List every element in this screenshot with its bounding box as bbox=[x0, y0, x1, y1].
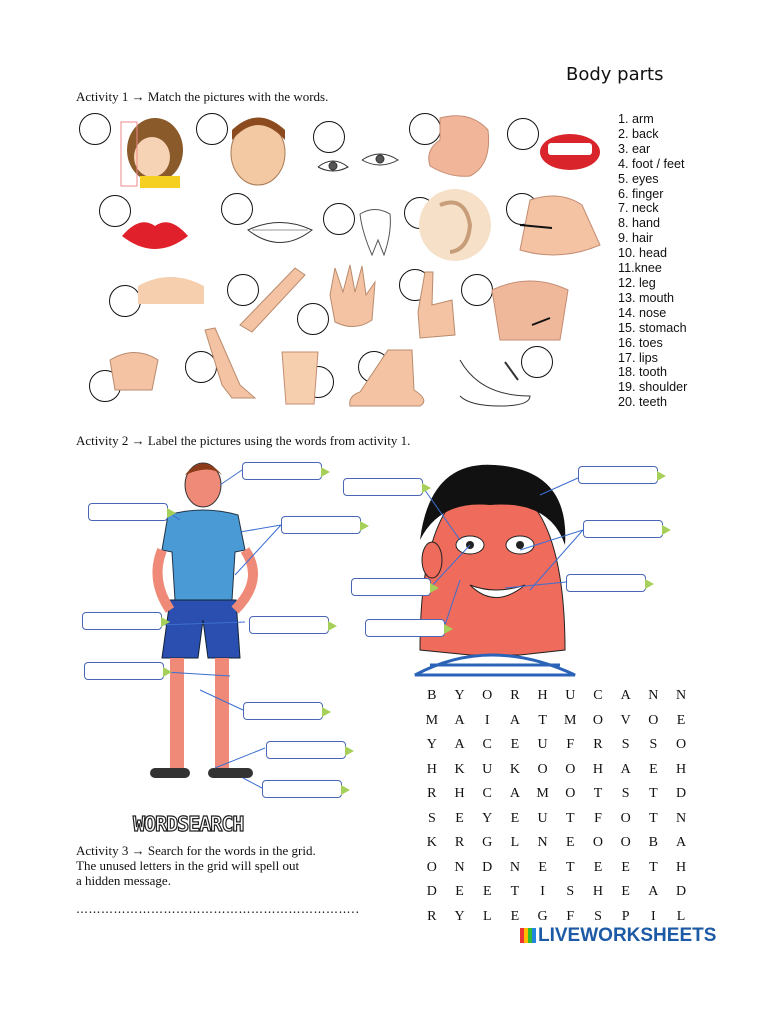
grid-letter[interactable]: U bbox=[537, 737, 548, 753]
label-input[interactable] bbox=[365, 619, 445, 637]
grid-letter[interactable]: M bbox=[564, 712, 577, 728]
word-item: 6. finger bbox=[618, 186, 664, 201]
grid-letter[interactable]: D bbox=[426, 884, 437, 900]
grid-letter[interactable]: K bbox=[454, 761, 465, 777]
knee-picture bbox=[282, 352, 318, 404]
grid-letter[interactable]: T bbox=[649, 786, 658, 802]
label-input[interactable] bbox=[578, 466, 658, 484]
grid-letter[interactable]: A bbox=[509, 786, 520, 802]
activity1-instruction: Activity 1 → Match the pictures with the words. bbox=[76, 89, 329, 104]
grid-letter[interactable]: N bbox=[648, 688, 659, 704]
grid-letter[interactable]: N bbox=[454, 859, 465, 875]
grid-letter[interactable]: L bbox=[676, 908, 686, 924]
grid-letter[interactable]: O bbox=[648, 712, 659, 728]
grid-letter[interactable]: S bbox=[621, 737, 630, 753]
grid-letter[interactable]: U bbox=[482, 761, 493, 777]
foot-picture bbox=[350, 350, 424, 406]
grid-row bbox=[418, 831, 695, 856]
label-input[interactable] bbox=[82, 612, 162, 630]
back-picture bbox=[110, 353, 158, 391]
grid-letter[interactable]: R bbox=[427, 786, 437, 802]
grid-letter[interactable]: S bbox=[621, 786, 630, 802]
grid-letter[interactable]: L bbox=[482, 908, 492, 924]
grid-letter[interactable]: A bbox=[454, 712, 465, 728]
word-item: 12. leg bbox=[618, 275, 656, 290]
grid-letter[interactable]: M bbox=[425, 712, 439, 728]
grid-letter[interactable]: O bbox=[592, 712, 604, 728]
label-input[interactable] bbox=[266, 741, 346, 759]
grid-letter[interactable]: M bbox=[536, 786, 549, 802]
shoulder-picture bbox=[138, 277, 204, 304]
grid-letter[interactable]: A bbox=[675, 835, 687, 851]
grid-letter[interactable]: R bbox=[427, 908, 437, 924]
boy-face-picture bbox=[415, 465, 575, 675]
activity3-line: a hidden message. bbox=[76, 873, 171, 888]
grid-letter[interactable]: Y bbox=[482, 810, 493, 826]
grid-letter[interactable]: O bbox=[537, 761, 548, 777]
grid-letter[interactable]: O bbox=[592, 835, 604, 851]
lips-picture bbox=[122, 222, 188, 249]
tooth-picture bbox=[360, 210, 390, 256]
label-input[interactable] bbox=[281, 516, 361, 534]
grid-letter[interactable]: H bbox=[426, 761, 437, 777]
grid-letter[interactable]: T bbox=[593, 786, 603, 802]
word-item: 5. eyes bbox=[618, 171, 659, 186]
grid-letter[interactable]: Y bbox=[454, 908, 465, 924]
grid-letter[interactable]: E bbox=[593, 859, 603, 875]
grid-row bbox=[418, 782, 695, 807]
grid-letter[interactable]: O bbox=[482, 688, 493, 704]
label-input[interactable] bbox=[343, 478, 423, 496]
grid-letter[interactable]: E bbox=[510, 908, 520, 924]
grid-letter[interactable]: A bbox=[620, 688, 631, 704]
grid-row bbox=[418, 758, 695, 783]
grid-letter[interactable]: S bbox=[649, 737, 658, 753]
activity3-line: The unused letters in the grid will spell out bbox=[76, 858, 300, 873]
grid-letter[interactable]: H bbox=[592, 884, 604, 900]
grid-letter[interactable]: U bbox=[537, 810, 548, 826]
grid-letter[interactable]: K bbox=[509, 761, 520, 777]
word-item: 18. tooth bbox=[618, 365, 668, 380]
word-item: 9. hair bbox=[618, 231, 654, 246]
grid-letter[interactable]: E bbox=[482, 884, 492, 900]
grid-letter[interactable]: K bbox=[426, 835, 437, 851]
word-item: 11.knee bbox=[618, 261, 662, 276]
grid-letter[interactable]: I bbox=[651, 908, 656, 924]
grid-letter[interactable]: A bbox=[509, 712, 520, 728]
label-input[interactable] bbox=[84, 662, 164, 680]
grid-letter[interactable]: E bbox=[621, 884, 630, 900]
ear-picture bbox=[419, 189, 491, 261]
activity2-instruction: Activity 2 → Label the pictures using the words from activity 1. bbox=[76, 433, 411, 448]
label-input[interactable] bbox=[262, 780, 342, 798]
nose-picture bbox=[429, 116, 489, 177]
label-input[interactable] bbox=[566, 574, 646, 592]
grid-letter[interactable]: N bbox=[675, 688, 687, 704]
activity3-line: Activity 3 → Search for the words in the grid. bbox=[76, 843, 316, 858]
wordsearch-grid bbox=[418, 684, 695, 929]
grid-row bbox=[418, 807, 695, 832]
grid-letter[interactable]: C bbox=[482, 737, 492, 753]
grid-letter[interactable]: C bbox=[593, 688, 603, 704]
word-list bbox=[618, 112, 687, 410]
teeth-picture bbox=[248, 223, 312, 243]
mouth-picture bbox=[540, 134, 600, 170]
word-item: 4. foot / feet bbox=[618, 156, 685, 171]
grid-row bbox=[418, 880, 695, 905]
grid-letter[interactable]: E bbox=[649, 761, 658, 777]
word-item: 20. teeth bbox=[618, 395, 668, 410]
activity3-instruction bbox=[76, 843, 316, 888]
hand-picture bbox=[330, 265, 375, 327]
liveworksheets-logo bbox=[520, 925, 716, 947]
grid-letter[interactable]: D bbox=[675, 786, 687, 802]
word-item: 10. head bbox=[618, 246, 668, 261]
label-input[interactable] bbox=[351, 578, 431, 596]
grid-letter[interactable]: T bbox=[649, 859, 658, 875]
grid-letter[interactable]: T bbox=[649, 810, 658, 826]
grid-letter[interactable]: R bbox=[454, 835, 465, 851]
grid-letter[interactable]: O bbox=[620, 810, 631, 826]
grid-letter[interactable]: O bbox=[565, 786, 576, 802]
grid-letter[interactable]: T bbox=[538, 712, 547, 728]
grid-letter[interactable]: I bbox=[540, 884, 545, 900]
label-input[interactable] bbox=[242, 462, 322, 480]
grid-letter[interactable]: Y bbox=[426, 737, 437, 753]
word-item: 2. back bbox=[618, 126, 659, 141]
page-title: Body parts bbox=[566, 64, 664, 85]
word-item: 19. shoulder bbox=[618, 380, 688, 395]
grid-letter[interactable]: E bbox=[676, 712, 686, 728]
eyes-picture bbox=[318, 154, 398, 171]
grid-letter[interactable]: H bbox=[454, 786, 465, 802]
grid-letter[interactable]: T bbox=[510, 884, 520, 900]
label-input[interactable] bbox=[88, 503, 168, 521]
grid-letter[interactable]: N bbox=[537, 835, 548, 851]
grid-letter[interactable]: Y bbox=[454, 688, 465, 704]
head-picture bbox=[231, 118, 285, 186]
hidden-message-answer-line[interactable]: ………………………………………………………….. bbox=[76, 902, 360, 916]
brand-text: LIVEWORKSHEETS bbox=[538, 925, 717, 946]
word-item: 7. neck bbox=[618, 201, 659, 216]
grid-letter[interactable]: C bbox=[482, 786, 492, 802]
grid-row bbox=[418, 709, 695, 734]
grid-letter[interactable]: S bbox=[566, 884, 575, 900]
grid-letter[interactable]: V bbox=[620, 712, 631, 728]
grid-letter[interactable]: H bbox=[537, 688, 548, 704]
grid-letter[interactable]: T bbox=[566, 859, 575, 875]
grid-letter[interactable]: B bbox=[648, 835, 659, 851]
word-item: 15. stomach bbox=[618, 320, 687, 335]
word-item: 3. ear bbox=[618, 141, 651, 156]
grid-letter[interactable]: D bbox=[482, 859, 493, 875]
grid-letter[interactable]: E bbox=[510, 737, 520, 753]
label-input[interactable] bbox=[249, 616, 329, 634]
grid-letter[interactable]: L bbox=[510, 835, 520, 851]
word-item: 8. hand bbox=[618, 216, 661, 231]
grid-letter[interactable]: R bbox=[510, 688, 520, 704]
arm-picture bbox=[240, 268, 305, 332]
girl-head-picture bbox=[121, 118, 183, 188]
grid-letter[interactable]: E bbox=[510, 810, 520, 826]
finger-picture bbox=[418, 272, 455, 338]
grid-letter[interactable]: A bbox=[648, 884, 659, 900]
grid-letter[interactable]: A bbox=[454, 737, 465, 753]
liveworksheets-badge-icon bbox=[520, 928, 536, 943]
grid-letter[interactable]: R bbox=[593, 737, 603, 753]
grid-letter[interactable]: E bbox=[566, 835, 575, 851]
grid-letter[interactable]: N bbox=[675, 810, 687, 826]
word-item: 13. mouth bbox=[618, 290, 675, 305]
grid-letter[interactable]: U bbox=[565, 688, 576, 704]
grid-letter[interactable]: N bbox=[509, 859, 520, 875]
grid-letter[interactable]: D bbox=[675, 884, 687, 900]
grid-letter[interactable]: B bbox=[427, 688, 437, 704]
word-item: 14. nose bbox=[618, 305, 667, 320]
grid-letter[interactable]: E bbox=[538, 859, 547, 875]
wordsearch-logo: WORDSEARCH bbox=[133, 812, 244, 836]
grid-row bbox=[418, 733, 695, 758]
grid-letter[interactable]: F bbox=[594, 810, 602, 826]
grid-letter[interactable]: P bbox=[621, 908, 630, 924]
grid-letter[interactable]: O bbox=[565, 761, 576, 777]
grid-letter[interactable]: A bbox=[620, 761, 631, 777]
grid-letter[interactable]: H bbox=[592, 761, 604, 777]
grid-letter[interactable]: G bbox=[537, 908, 548, 924]
grid-letter[interactable]: H bbox=[675, 859, 687, 875]
toes-picture bbox=[460, 360, 530, 406]
word-item: 17. lips bbox=[618, 350, 658, 365]
grid-letter[interactable]: E bbox=[621, 859, 630, 875]
leg-picture bbox=[205, 328, 255, 398]
word-item: 16. toes bbox=[618, 335, 663, 350]
grid-letter[interactable]: F bbox=[566, 908, 575, 924]
grid-letter[interactable]: F bbox=[566, 737, 575, 753]
grid-letter[interactable]: G bbox=[482, 835, 493, 851]
label-input[interactable] bbox=[583, 520, 663, 538]
grid-letter[interactable]: O bbox=[620, 835, 631, 851]
grid-letter[interactable]: O bbox=[675, 737, 687, 753]
grid-letter[interactable]: E bbox=[455, 810, 464, 826]
word-item: 1. arm bbox=[618, 112, 654, 126]
stomach-picture bbox=[492, 281, 568, 340]
grid-letter[interactable]: O bbox=[426, 859, 437, 875]
grid-row bbox=[418, 684, 695, 709]
grid-letter[interactable]: H bbox=[675, 761, 687, 777]
grid-letter[interactable]: T bbox=[566, 810, 575, 826]
label-input[interactable] bbox=[243, 702, 323, 720]
neck-picture bbox=[520, 196, 600, 255]
grid-letter[interactable]: I bbox=[484, 712, 490, 728]
grid-letter[interactable]: S bbox=[594, 908, 602, 924]
grid-letter[interactable]: S bbox=[427, 810, 436, 826]
grid-row bbox=[418, 856, 695, 881]
grid-letter[interactable]: E bbox=[455, 884, 464, 900]
